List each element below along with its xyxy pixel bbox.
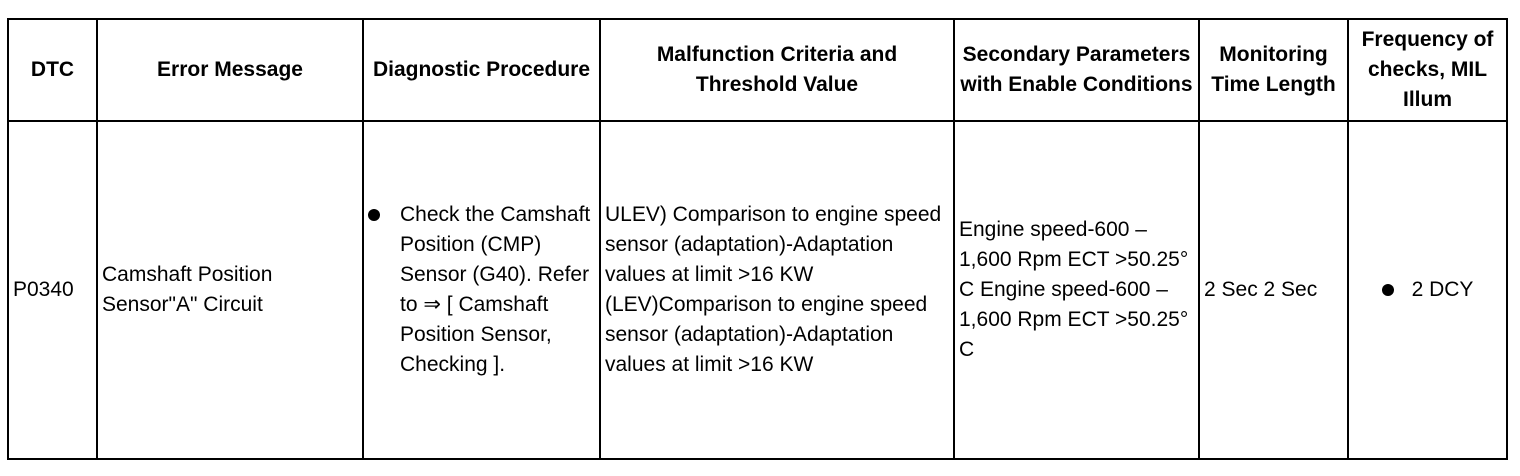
cell-malfunction-criteria: ULEV) Comparison to engine speed sensor (adaptation)-Adaptation values at limit >16 KW (LEV)Comparison to engine speed sensor (adaptation)-Adaptation values at limit >16 KW (600, 121, 954, 459)
header-malfunction-criteria: Malfunction Criteria and Threshold Value (600, 19, 954, 121)
procedure-item (368, 200, 595, 380)
header-error-message: Error Message (97, 19, 363, 121)
header-monitoring-time: Monitoring Time Length (1199, 19, 1348, 121)
cell-dtc: P0340 (8, 121, 97, 459)
cell-secondary-parameters: Engine speed-600 – 1,600 Rpm ECT >50.25° C Engine speed-600 – 1,600 Rpm ECT >50.25° C (954, 121, 1199, 459)
frequency-list (1353, 275, 1502, 305)
bullet-icon (368, 209, 380, 221)
header-dtc: DTC (8, 19, 97, 121)
cell-diagnostic-procedure (363, 121, 600, 459)
bullet-icon (1382, 284, 1394, 296)
frequency-item (1353, 275, 1502, 305)
header-frequency: Frequency of checks, MIL Illum (1348, 19, 1507, 121)
header-diagnostic-procedure: Diagnostic Procedure (363, 19, 600, 121)
table-row (8, 121, 1507, 459)
cell-monitoring-time: 2 Sec 2 Sec (1199, 121, 1348, 459)
cell-frequency (1348, 121, 1507, 459)
header-row (8, 19, 1507, 121)
frequency-text: 2 DCY (1411, 278, 1474, 301)
procedure-list (368, 200, 595, 380)
procedure-text: Check the Camshaft Position (CMP) Sensor (G40). Refer to ⇒ [ Camshaft Position Sensor, Checking ]. (400, 203, 591, 376)
cell-error-message: Camshaft Position Sensor"A" Circuit (97, 121, 363, 459)
dtc-table (7, 18, 1508, 460)
header-secondary-parameters: Secondary Parameters with Enable Conditions (954, 19, 1199, 121)
